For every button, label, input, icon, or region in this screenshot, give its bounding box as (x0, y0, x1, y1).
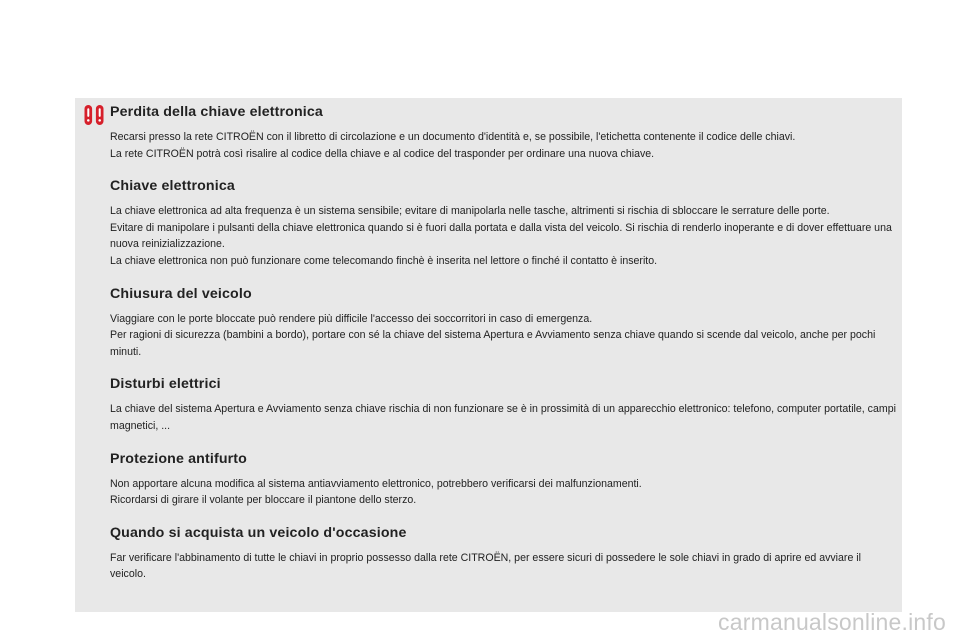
content-area (110, 103, 898, 598)
section-title: Perdita della chiave elettronica (110, 104, 323, 120)
paragraph: Evitare di manipolare i pulsanti della chiave elettronica quando si è fuori dalla portata e dalla vista del veicolo. Si rischia di renderlo inoperante e di dover effettuare una nuova reinizializzazione. (110, 221, 892, 251)
paragraph: La chiave elettronica non può funzionare come telecomando finchè è inserita nel lettore o finché il contatto è inserito. (110, 254, 658, 267)
paragraph: La rete CITROËN potrà così risalire al codice della chiave e al codice del trasponder per ordinare una nuova chiave. (110, 147, 655, 160)
section-title: Quando si acquista un veicolo d'occasione (110, 524, 407, 541)
watermark-text: carmanualsonline.info (718, 609, 946, 635)
paragraph: Viaggiare con le porte bloccate può rendere più difficile l'accesso dei soccorritori in caso di emergenza. (110, 312, 593, 325)
paragraph: Recarsi presso la rete CITROËN con il libretto di circolazione e un documento d'identità e, se possibile, l'etichetta contenente il codice delle chiavi. (110, 131, 796, 143)
section-title: Chiave elettronica (110, 178, 235, 195)
paragraph: Non apportare alcuna modifica al sistema antiavviamento elettronico, potrebbero verificarsi dei malfunzionamenti. (110, 477, 642, 490)
paragraph: Per ragioni di sicurezza (bambini a bordo), portare con sé la chiave del sistema Apertura e Avviamento senza chiave quando si scende dal veicolo, anche per pochi minuti. (110, 329, 876, 358)
section-title: Chiusura del veicolo (110, 285, 252, 302)
section-title: Disturbi elettrici (110, 376, 221, 393)
section-title: Protezione antifurto (110, 450, 247, 467)
warning-icon (83, 104, 105, 126)
paragraph: La chiave elettronica ad alta frequenza è un sistema sensibile; evitare di manipolarla nelle tasche, altrimenti si rischia di sbloccare le serrature delle porte. (110, 205, 830, 218)
section-electronic-key (110, 177, 898, 269)
paragraph: La chiave del sistema Apertura e Avviamento senza chiave rischia di non funzionare se è in prossimità di un apparecchio elettronico: telefono, computer portatile, campi magnetici, ... (110, 403, 896, 432)
paragraph: Ricordarsi di girare il volante per bloccare il piantone dello sterzo. (110, 494, 417, 507)
section-anti-theft (110, 450, 898, 509)
section-lost-key (110, 103, 898, 162)
section-electrical-interference (110, 375, 898, 434)
section-used-vehicle (110, 524, 898, 583)
paragraph: Far verificare l'abbinamento di tutte le chiavi in proprio possesso dalla rete CITROËN, per essere sicuri di possedere le sole chiavi in grado di aprire ed avviare il veicolo. (110, 551, 862, 581)
section-vehicle-locking (110, 285, 898, 361)
